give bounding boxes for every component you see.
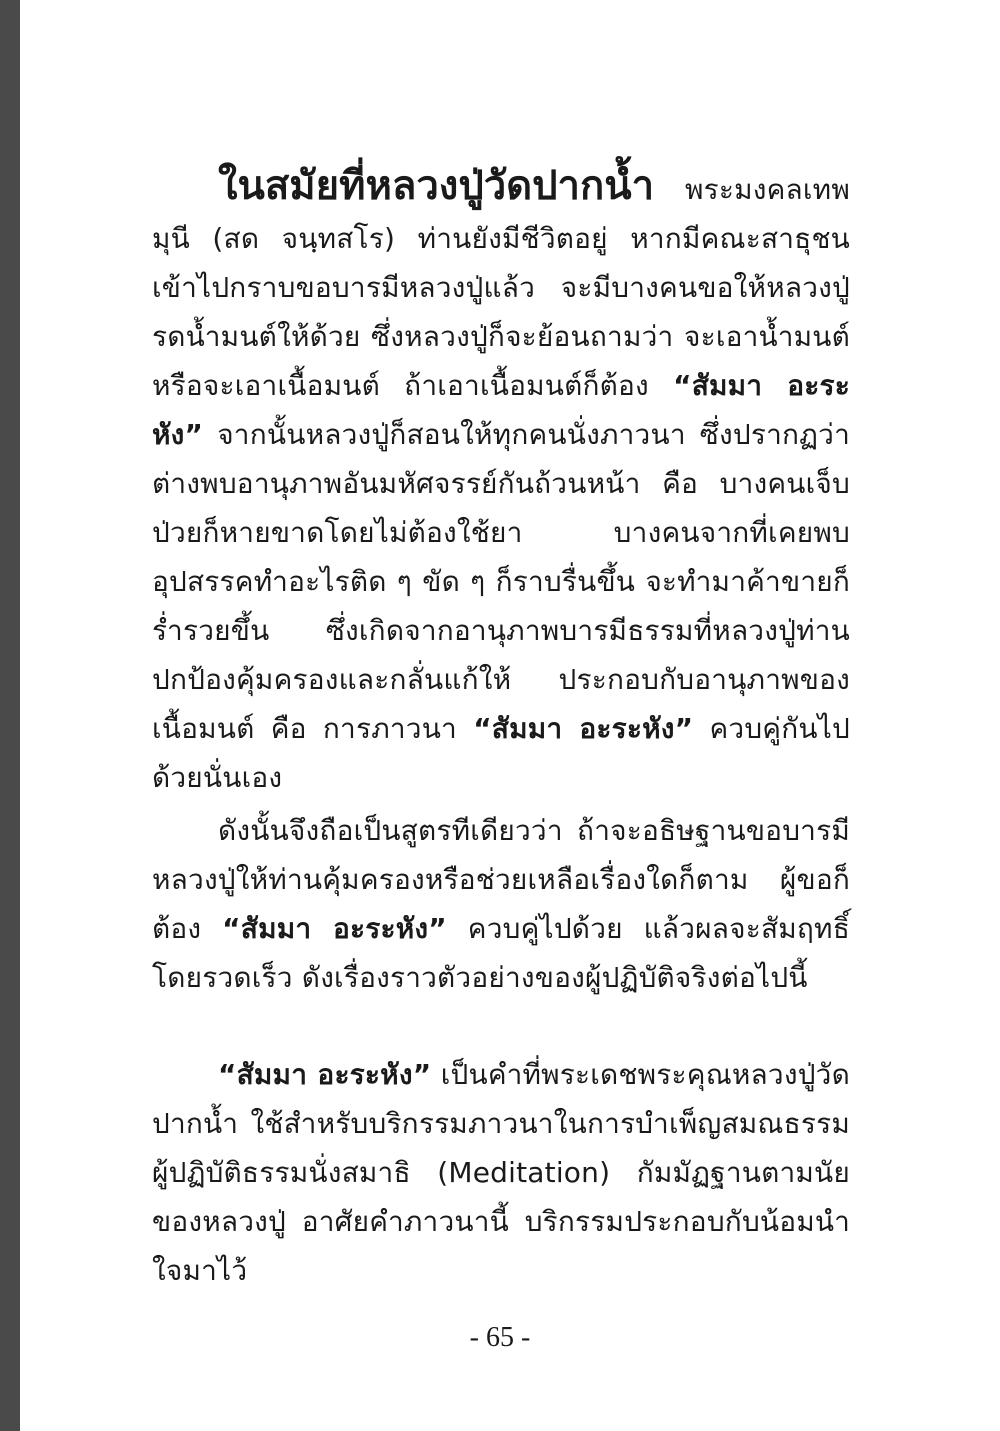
paragraph-1-lead: ในสมัยที่หลวงปู่วัดปากน้ำ bbox=[218, 163, 655, 209]
paragraph-2-emphasis-1: “สัมมา อะระหัง” bbox=[222, 912, 447, 945]
paragraph-2-text-1: ดังนั้นจึงถือเป็นสูตรทีเดียวว่า ถ้าจะอธิษฐานขอบารมีหลวงปู่ให้ท่านคุ้มครองหรือช่วยเหลือเรื่องใดก็ตาม ผู้ขอก็ต้อง bbox=[152, 814, 850, 945]
paragraph-2 bbox=[152, 806, 850, 1002]
paragraph-3-text-1: เป็นคำที่พระเดชพระคุณหลวงปู่วัดปากน้ำ ใช้สำหรับบริกรรมภาวนาในการบำเพ็ญสมณธรรม ผู้ปฏิบัติธรรมนั่งสมาธิ (Meditation) กัมมัฏฐานตามนัยของหลวงปู่ อาศัยคำภาวนานี้ บริกรรมประกอบกับน้อมนำใจมาไว้ bbox=[152, 1058, 850, 1287]
paragraph-1-text-3: ควบคู่กันไปด้วยนั่นเอง bbox=[152, 712, 850, 794]
paragraph-1-text-1: พระมงคลเทพมุนี (สด จนฺทสโร) ท่านยังมีชีวิตอยู่ หากมีคณะสาธุชนเข้าไปกราบขอบารมีหลวงปู่แล้ว จะมีบางคนขอให้หลวงปู่รดน้ำมนต์ให้ด้วย ซึ่งหลวงปู่ก็จะย้อนถามว่า จะเอาน้ำมนต์หรือจะเอาเนื้อมนต์ ถ้าเอาเนื้อมนต์ก็ต้อง bbox=[152, 173, 850, 402]
paragraph-1 bbox=[152, 162, 850, 802]
paragraph-1-emphasis-1: “สัมมา อะระหัง” bbox=[152, 369, 850, 451]
page-number: - 65 - bbox=[469, 1322, 531, 1353]
paragraph-2-text-2: ควบคู่ไปด้วย แล้วผลจะสัมฤทธิ์โดยรวดเร็ว ดังเรื่องราวตัวอย่างของผู้ปฏิบัติจริงต่อไปนี้ bbox=[152, 912, 850, 994]
paragraph-1-text-2: จากนั้นหลวงปู่ก็สอนให้ทุกคนนั่งภาวนา ซึ่งปรากฏว่า ต่างพบอานุภาพอันมหัศจรรย์กันถ้วนหน้า คือ บางคนเจ็บป่วยก็หายขาดโดยไม่ต้องใช้ยา บางคนจากที่เคยพบอุปสรรคทำอะไรติด ๆ ขัด ๆ ก็ราบรื่นขึ้น จะทำมาค้าขายก็ร่ำรวยขึ้น ซึ่งเกิดจากอานุภาพบารมีธรรมที่หลวงปู่ท่านปกป้องคุ้มครองและกลั่นแก้ให้ ประกอบกับอานุภาพของเนื้อมนต์ คือ การภาวนา bbox=[152, 418, 850, 745]
book-spine-edge bbox=[0, 0, 20, 1431]
paragraph-3-emphasis-1: “สัมมา อะระหัง” bbox=[218, 1058, 432, 1091]
paragraph-3 bbox=[152, 1050, 850, 1295]
paragraph-1-emphasis-2: “สัมมา อะระหัง” bbox=[473, 712, 694, 745]
